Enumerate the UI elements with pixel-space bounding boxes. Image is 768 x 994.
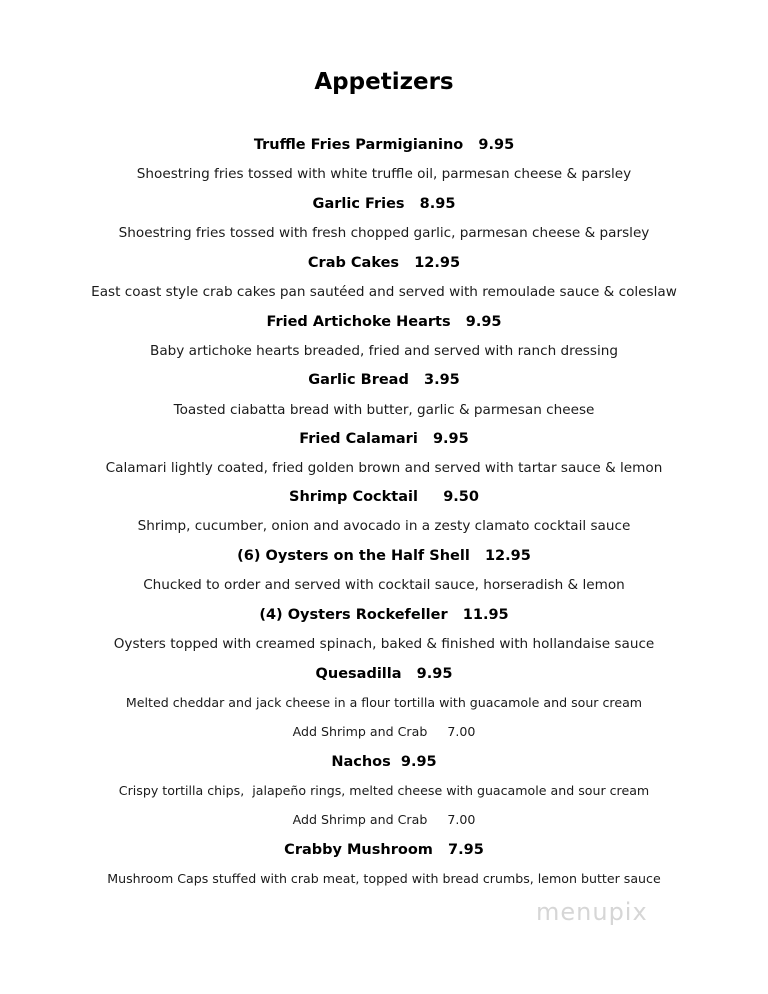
item-description: Mushroom Caps stuffed with crab meat, topped with bread crumbs, lemon butter sauce [107, 871, 661, 886]
item-description: Crispy tortilla chips, jalapeño rings, melted cheese with guacamole and sour cream [118, 783, 650, 798]
item-description: Shrimp, cucumber, onion and avocado in a zesty clamato cocktail sauce [137, 518, 631, 534]
item-name: Garlic Fries 8.95 [312, 196, 456, 212]
item-name: Fried Artichoke Hearts 9.95 [266, 314, 502, 330]
item-name: Garlic Bread 3.95 [308, 372, 460, 388]
item-name: Shrimp Cocktail 9.50 [289, 489, 479, 505]
item-description: Chucked to order and served with cocktail sauce, horseradish & lemon [143, 577, 625, 593]
item-description: Calamari lightly coated, fried golden brown and served with tartar sauce & lemon [105, 460, 663, 476]
item-description: Melted cheddar and jack cheese in a flour tortilla with guacamole and sour cream [125, 695, 643, 710]
item-description: Shoestring fries tossed with fresh chopped garlic, parmesan cheese & parsley [118, 225, 650, 241]
item-addon: Add Shrimp and Crab 7.00 [292, 812, 476, 827]
item-name: Crab Cakes 12.95 [307, 255, 461, 271]
item-name: Crabby Mushroom 7.95 [284, 842, 484, 858]
item-description: Baby artichoke hearts breaded, fried and served with ranch dressing [150, 343, 618, 359]
item-addon: Add Shrimp and Crab 7.00 [292, 724, 476, 739]
item-name: (4) Oysters Rockefeller 11.95 [259, 607, 509, 623]
item-name: (6) Oysters on the Half Shell 12.95 [237, 548, 531, 564]
item-description: Toasted ciabatta bread with butter, garlic & parmesan cheese [173, 402, 595, 418]
item-name: Truffle Fries Parmigianino 9.95 [253, 137, 515, 153]
page-title: Appetizers [314, 69, 454, 95]
item-description: Oysters topped with creamed spinach, baked & finished with hollandaise sauce [113, 636, 655, 652]
watermark-logo: menupix [536, 898, 648, 926]
item-name: Quesadilla 9.95 [315, 666, 453, 682]
item-name: Nachos 9.95 [331, 754, 437, 770]
item-description: Shoestring fries tossed with white truffle oil, parmesan cheese & parsley [136, 166, 632, 182]
item-name: Fried Calamari 9.95 [299, 431, 469, 447]
item-description: East coast style crab cakes pan sautéed and served with remoulade sauce & coleslaw [91, 284, 677, 300]
